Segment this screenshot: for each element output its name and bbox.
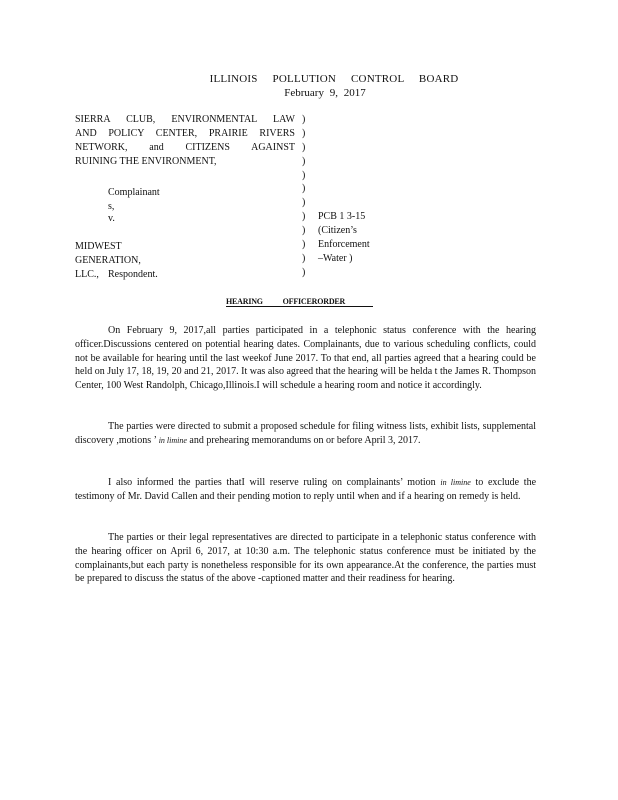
paragraph-1: On February 9, 2017,all parties participated in a telephonic status conference with the hearing officer.Discussions centered on potential hearing dates. Complainants, due to various scheduling conflicts, could not be available for hearing until the last weekof June 2017. To that end, all parties agreed that a hearing could be held on July 17, 18, 19, 20 and 21, 2017. It was also agreed that the hearing will be helda t the James R. Thompson Center, 100 West Randolph, Chicago,Illinois.I will schedule a hearing room and notice it accordingly.	[75, 325, 536, 392]
paren: )	[302, 155, 306, 167]
paren: )	[302, 183, 306, 195]
respondent-label: Respondent.	[108, 269, 158, 280]
paren: )	[302, 239, 306, 251]
case-type: (Citizen’s Enforcement –Water )	[318, 224, 370, 264]
paren: )	[302, 225, 306, 237]
paren: )	[302, 211, 306, 223]
paragraph-2-text: The parties were directed to submit a proposed schedule for filing witness lists, exhibit lists, supplemental discovery ,motions ’	[75, 421, 536, 446]
paren: )	[302, 169, 306, 181]
complainants-label: Complainant s,	[108, 187, 160, 212]
paren: )	[302, 114, 306, 125]
caption-parentheses	[302, 113, 305, 280]
complainant-line-4: RUINING THE ENVIRONMENT,	[75, 155, 217, 167]
respondent-name: MIDWEST GENERATION, LLC.,	[75, 241, 141, 280]
versus-label: v.	[108, 213, 115, 224]
paragraph-4: The parties or their legal representatives are directed to participate in a telephonic status conference with the hearing officer on April 6, 2017, at 10:30 a.m. The telephonic status conference must be initiated by the complainants,but each party is nonetheless responsible for its own appearance.At the conference, the parties must be prepared to discuss the status of the above -captioned matter and their readiness for hearing.	[75, 532, 536, 585]
paren: )	[302, 197, 306, 209]
paren: )	[302, 266, 306, 278]
in-limine-term: in limine	[158, 435, 187, 445]
paren: )	[302, 141, 306, 153]
case-number: PCB 1 3-15	[318, 211, 366, 222]
in-limine-term: in limine	[440, 478, 471, 487]
paragraph-2-text-end: and prehearing memorandums on or before April 3, 2017.	[186, 434, 421, 446]
order-title: HEARING OFFICERORDER	[226, 297, 373, 307]
paragraph-3-text: I also informed the parties thatI will reserve ruling on complainants’ motion	[108, 477, 436, 488]
case-info	[318, 210, 370, 264]
complainant-line-3: NETWORK, and CITIZENS AGAINST	[75, 141, 295, 153]
paren: )	[302, 252, 306, 264]
paragraph-3	[75, 476, 536, 504]
paragraph-2	[75, 420, 536, 448]
board-name: ILLINOIS POLLUTION CONTROL BOARD	[209, 73, 459, 85]
paren: )	[302, 127, 306, 139]
document-header	[0, 72, 618, 100]
complainants-block	[75, 113, 295, 169]
complainant-line-1: SIERRA CLUB, ENVIRONMENTAL LAW	[75, 114, 295, 125]
complainant-line-2: AND POLICY CENTER, PRAIRIE RIVERS	[75, 127, 295, 139]
paragraph-3-text-end: to exclude the testimony of Mr. David Callen and their pending motion to reply until when and if a hearing on remedy is held.	[75, 477, 537, 502]
header-date: February 9, 2017	[284, 87, 366, 99]
